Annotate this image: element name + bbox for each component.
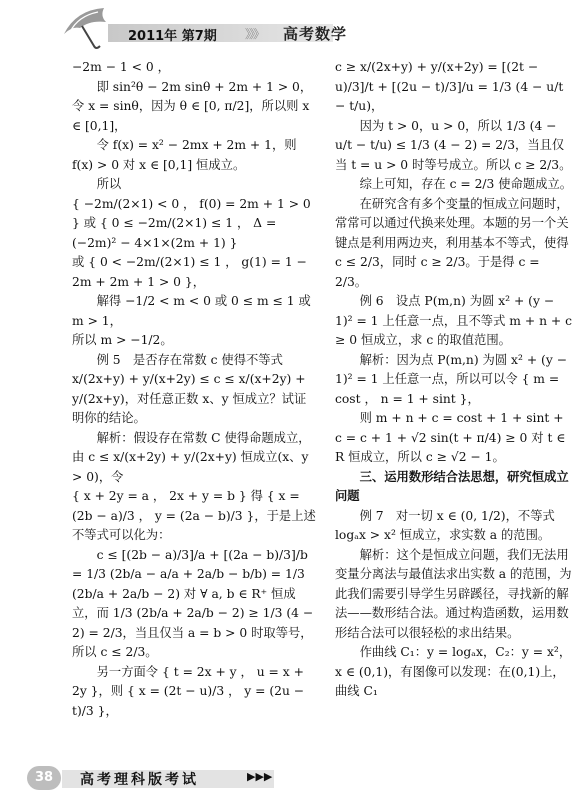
right-column-paragraph: 三、运用数形结合法思想，研究恒成立问题	[335, 469, 569, 503]
journal-title: 高考数学	[283, 25, 348, 43]
issue-label: 2011年 第7期	[128, 29, 217, 44]
right-column	[335, 58, 573, 702]
left-column-paragraph: { −2m/(2×1) < 0 ， f(0) = 2m + 1 > 0 } 或 { 0 ≤ −2m/(2×1) ≤ 1 ， Δ = (−2m)² − 4×1×(2m + 1) }	[72, 196, 311, 250]
right-column-paragraph: c ≥ x/(2x+y) + y/(x+2y) = [(2t − u)/3]/t + [(2u − t)/3]/u = 1/3 (4 − u/t − t/u)，	[335, 60, 564, 113]
page-number: 38	[27, 766, 61, 790]
left-column-paragraph: { x + 2y = a ， 2x + y = b } 得 { x = (2b − a)/3 ， y = (2a − b)/3 }，于是上述不等式可以化为：	[72, 489, 316, 542]
right-column-paragraph: 则 m + n + c = cost + 1 + sint + c = c + 1 + √2 sin(t + π/4) ≥ 0 对 t ∈ R 恒成立，所以 c ≥ √2 − 1。	[335, 411, 566, 464]
right-column-paragraph: 解析：因为点 P(m,n) 为圆 x² + (y − 1)² = 1 上任意一点，所以可以令 { m = cost ， n = 1 + sint }，	[335, 352, 567, 406]
chevron-icons: 》》》	[245, 27, 264, 41]
right-column-paragraph: 例 7 对一切 x ∈ (0, 1/2)，不等式 logₐx > x² 恒成立，求实数 a 的范围。	[335, 508, 555, 542]
right-column-paragraph: 作曲线 C₁：y = logₐx，C₂：y = x²，x ∈ (0,1)，有图像可以发现：在(0,1)上，曲线 C₁	[335, 645, 572, 698]
right-column-paragraph: 例 6 设点 P(m,n) 为圆 x² + (y − 1)² = 1 上任意一点，且不等式 m + n + c ≥ 0 恒成立，求 c 的取值范围。	[335, 294, 572, 347]
right-column-paragraph: 解析：这个是恒成立问题，我们无法用变量分离法与最值法求出实数 a 的范围，为此我们需要引导学生另辟蹊径，寻找新的解法——数形结合法。通过构造函数，运用数形结合法可以很轻松的求出结果。	[335, 547, 572, 640]
page-header	[0, 0, 581, 46]
page-footer	[0, 758, 581, 800]
right-column-paragraph: 在研究含有多个变量的恒成立问题时，常常可以通过代换来处理。本题的另一个关键点是利用两边夹，利用基本不等式，使得 c ≤ 2/3，同时 c ≥ 2/3。于是得 c = 2/3。	[335, 196, 569, 289]
left-column-paragraph: 解析：假设存在常数 C 使得命题成立，由 c ≤ x/(x+2y) + y/(2x+y) 恒成立(x、y > 0)，令	[72, 430, 311, 484]
left-column-paragraph: 另一方面令 { t = 2x + y ， u = x + 2y }，则 { x = (2t − u)/3 ， y = (2u − t)/3 }，	[72, 664, 305, 718]
left-column-paragraph: 即 sin²θ − 2m sinθ + 2m + 1 > 0，令 x = sinθ，因为 θ ∈ [0, π/2]，所以则 x ∈ [0,1]，	[72, 79, 313, 133]
left-column-paragraph: 解得 −1/2 < m < 0 或 0 ≤ m ≤ 1 或 m > 1，	[72, 294, 311, 328]
left-column	[72, 58, 316, 721]
left-column-paragraph: 所以 m > −1/2。	[72, 333, 173, 347]
left-column-paragraph: 或 { 0 < −2m/(2×1) ≤ 1 ， g(1) = 1 − 2m + 2m + 1 > 0 }，	[72, 255, 307, 289]
left-column-paragraph: c ≤ [(2b − a)/3]/a + [(2a − b)/3]/b = 1/3 (2b/a − a/a + 2a/b − b/b) = 1/3 (2b/a + 2a/b − 2) 对 ∀ a, b ∈ R⁺ 恒成立，而 1/3 (2b/a + 2a/b − 2) ≥ 1/3 (4 − 2) = 2/3，当且仅当 a = b > 0 时取等号，所以 c ≤ 2/3。	[72, 547, 314, 659]
left-column-paragraph: 所以	[96, 177, 122, 191]
left-column-paragraph: 令 f(x) = x² − 2mx + 2m + 1，则 f(x) > 0 对 x ∈ [0,1] 恒成立。	[72, 138, 297, 172]
arrow-icons: ▶▶▶	[247, 770, 273, 783]
right-column-paragraph: 综上可知，存在 c = 2/3 使命题成立。	[359, 177, 573, 191]
left-column-paragraph: −2m − 1 < 0 ，	[72, 60, 170, 74]
left-column-paragraph: 例 5 是否存在常数 c 使得不等式 x/(2x+y) + y/(x+2y) ≤ c ≤ x/(x+2y) + y/(2x+y)，对任意正数 x、y 恒成立？试证明你的结论。	[72, 352, 307, 425]
footer-journal-title: 高考理科版考试	[80, 772, 199, 788]
right-column-paragraph: 因为 t > 0，u > 0，所以 1/3 (4 − u/t − t/u) ≤ 1/3 (4 − 2) = 2/3，当且仅当 t = u > 0 时等号成立。所以 c ≥ 2/3。	[335, 118, 572, 172]
